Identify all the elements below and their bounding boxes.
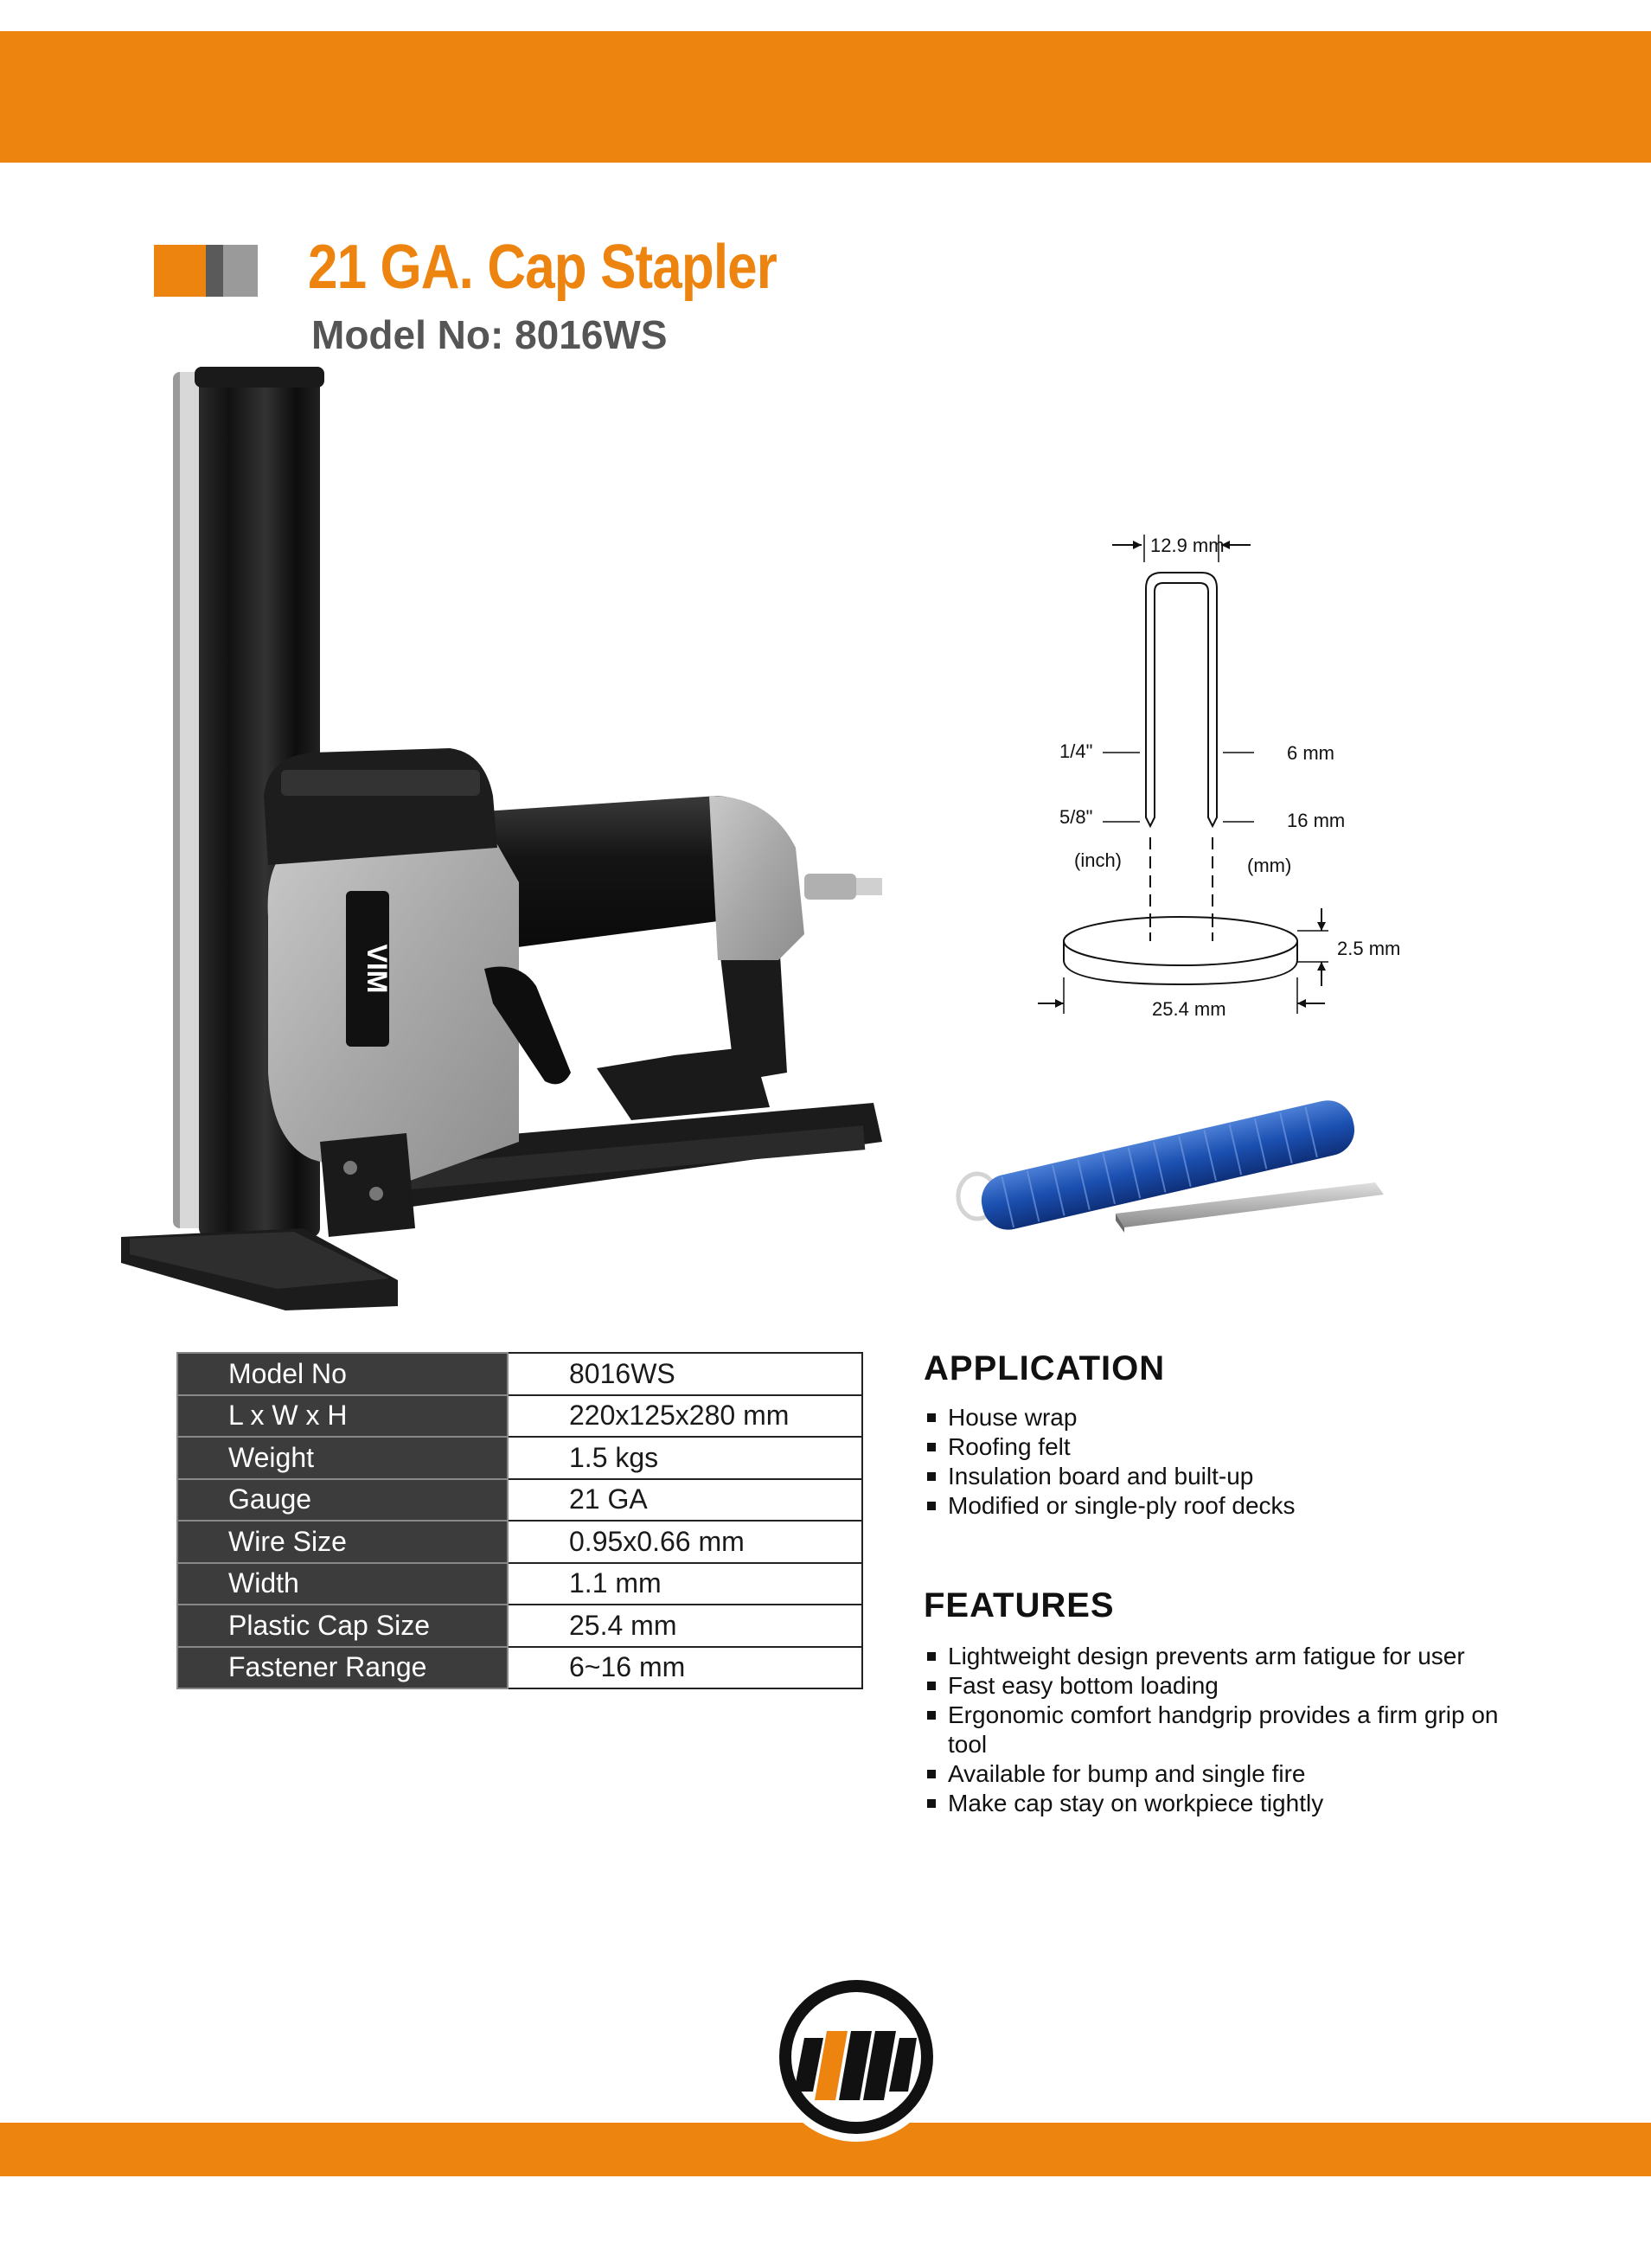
table-row	[177, 1647, 862, 1689]
list-item: Lightweight design prevents arm fatigue for user	[925, 1642, 1513, 1671]
spec-value: 1.1 mm	[508, 1563, 862, 1605]
cap-stapler-image	[112, 363, 908, 1315]
list-item: Modified or single-ply roof decks	[925, 1491, 1548, 1521]
cap-diameter-label: 25.4 mm	[1152, 998, 1226, 1020]
staple-dimension-diagram	[1021, 519, 1418, 1029]
long-leg-inch-label: 5/8"	[1059, 806, 1093, 828]
list-item: Roofing felt	[925, 1432, 1548, 1462]
specifications-table	[176, 1352, 863, 1689]
spec-value: 6~16 mm	[508, 1647, 862, 1689]
title-marker-orange	[154, 245, 206, 297]
spec-value: 220x125x280 mm	[508, 1395, 862, 1438]
spec-label: Fastener Range	[177, 1647, 508, 1689]
spec-label: Width	[177, 1563, 508, 1605]
table-row	[177, 1437, 862, 1479]
model-number-heading: Model No: 8016WS	[311, 312, 668, 357]
list-item: Fast easy bottom loading	[925, 1671, 1513, 1701]
list-item: Available for bump and single fire	[925, 1759, 1513, 1789]
cap-coil-and-staple-strip-image	[943, 1086, 1392, 1233]
list-item: Insulation board and built-up	[925, 1462, 1548, 1491]
crown-width-label: 12.9 mm	[1150, 535, 1225, 556]
top-orange-band	[0, 31, 1651, 163]
features-list	[925, 1642, 1513, 1818]
spec-label: Plastic Cap Size	[177, 1605, 508, 1647]
table-row	[177, 1479, 862, 1522]
short-leg-mm-label: 6 mm	[1287, 742, 1334, 764]
spec-value: 1.5 kgs	[508, 1437, 862, 1479]
spec-value: 21 GA	[508, 1479, 862, 1522]
short-leg-inch-label: 1/4"	[1059, 740, 1093, 762]
list-item: House wrap	[925, 1403, 1548, 1432]
spec-value: 8016WS	[508, 1353, 862, 1395]
inch-unit-label: (inch)	[1074, 849, 1123, 871]
spec-label: L x W x H	[177, 1395, 508, 1438]
spec-label: Weight	[177, 1437, 508, 1479]
spec-value: 25.4 mm	[508, 1605, 862, 1647]
tool-brand-label: VIM	[362, 944, 393, 994]
page-title: 21 GA. Cap Stapler	[308, 233, 777, 302]
spec-label: Wire Size	[177, 1521, 508, 1563]
spec-label: Gauge	[177, 1479, 508, 1522]
table-row	[177, 1521, 862, 1563]
application-list	[925, 1403, 1548, 1521]
spec-label: Model No	[177, 1353, 508, 1395]
cap-thickness-label: 2.5 mm	[1337, 938, 1401, 959]
table-row	[177, 1353, 862, 1395]
spec-value: 0.95x0.66 mm	[508, 1521, 862, 1563]
list-item: Ergonomic comfort handgrip provides a firm grip on tool	[925, 1701, 1513, 1759]
mm-unit-label: (mm)	[1247, 855, 1292, 876]
long-leg-mm-label: 16 mm	[1287, 810, 1346, 831]
application-heading: APPLICATION	[924, 1349, 1166, 1387]
title-marker-gray-light	[223, 245, 258, 297]
vim-logo-icon	[770, 1970, 943, 2143]
list-item: Make cap stay on workpiece tightly	[925, 1789, 1513, 1818]
table-row	[177, 1563, 862, 1605]
table-row	[177, 1605, 862, 1647]
features-heading: FEATURES	[924, 1586, 1115, 1624]
table-row	[177, 1395, 862, 1438]
